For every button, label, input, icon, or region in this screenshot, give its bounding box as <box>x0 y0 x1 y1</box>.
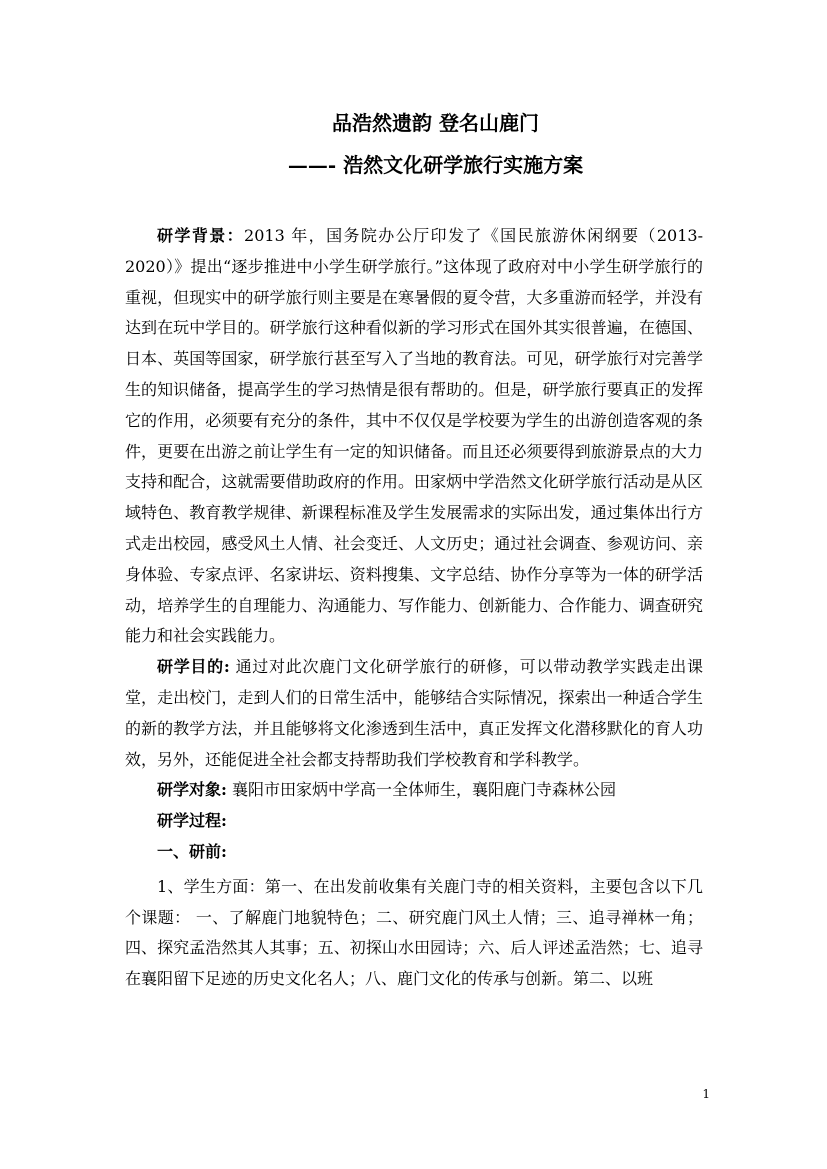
purpose-text: 通过对此次鹿门文化研学旅行的研修，可以带动教学实践走出课堂，走出校门，走到人们的日常生活中，能够结合实际情况，探索出一种适合学生的新的教学方法，并且能够将文化渗透到生活中，真正发挥文化潜移默化的育人功效，另外，还能促进全社会都支持帮助我们学校教育和学科教学。 <box>125 657 703 769</box>
target-text: 襄阳市田家炳中学高一全体师生，襄阳鹿门寺森林公园 <box>226 780 617 800</box>
students-paragraph: 1、学生方面：第一、在出发前收集有关鹿门寺的相关资料，主要包含以下几个课题： 一、了解鹿门地貌特色；二、研究鹿门风土人情；三、追寻禅林一角；四、探究孟浩然其人其事；五、初探山水田园诗；六、后人评述孟浩然；七、追寻在襄阳留下足迹的历史文化名人；八、鹿门文化的传承与创新。第二、以班 <box>125 876 703 989</box>
document-body <box>125 221 703 995</box>
background-text: 2013 年，国务院办公厅印发了《国民旅游休闲纲要（2013-2020）》提出“逐步推进中小学生研学旅行。”这体现了政府对中小学生研学旅行的重视，但现实中的研学旅行则主要是在寒暑假的夏令营，大多重游而轻学，并没有达到在玩中学目的。研学旅行这种看似新的学习形式在国外其实很普遍，在德国、日本、英国等国家，研学旅行甚至写入了当地的教育法。可见，研学旅行对完善学生的知识储备，提高学生的学习热情是很有帮助的。但是，研学旅行要真正的发挥它的作用，必须要有充分的条件，其中不仅仅是学校要为学生的出游创造客观的条件，更要在出游之前让学生有一定的知识储备。而且还必须要得到旅游景点的大力支持和配合，这就需要借助政府的作用。田家炳中学浩然文化研学旅行活动是从区域特色、教育教学规律、新课程标准及学生发展需求的实际出发，通过集体出行方式走出校园，感受风土人情、社会变迁、人文历史；通过社会调查、参观访问、亲身体验、专家点评、名家讲坛、资料搜集、文字总结、协作分享等为一体的研学活动，培养学生的自理能力、沟通能力、写作能力、创新能力、合作能力、调查研究能力和社会实践能力。 <box>125 226 703 646</box>
pre-study-heading: 一、研前: <box>157 841 227 861</box>
process-heading: 研学过程: <box>157 811 227 831</box>
target-label: 研学对象: <box>157 780 227 800</box>
document-title: 品浩然遗韵 登名山鹿门 <box>332 111 539 135</box>
purpose-label: 研学目的: <box>157 657 230 677</box>
background-paragraph <box>125 221 703 652</box>
document-subtitle: ——- 浩然文化研学旅行实施方案 <box>287 153 584 177</box>
target-paragraph <box>125 775 703 806</box>
page-number: 1 <box>702 1087 710 1101</box>
background-label: 研学背景： <box>157 226 245 245</box>
purpose-paragraph <box>125 652 703 775</box>
